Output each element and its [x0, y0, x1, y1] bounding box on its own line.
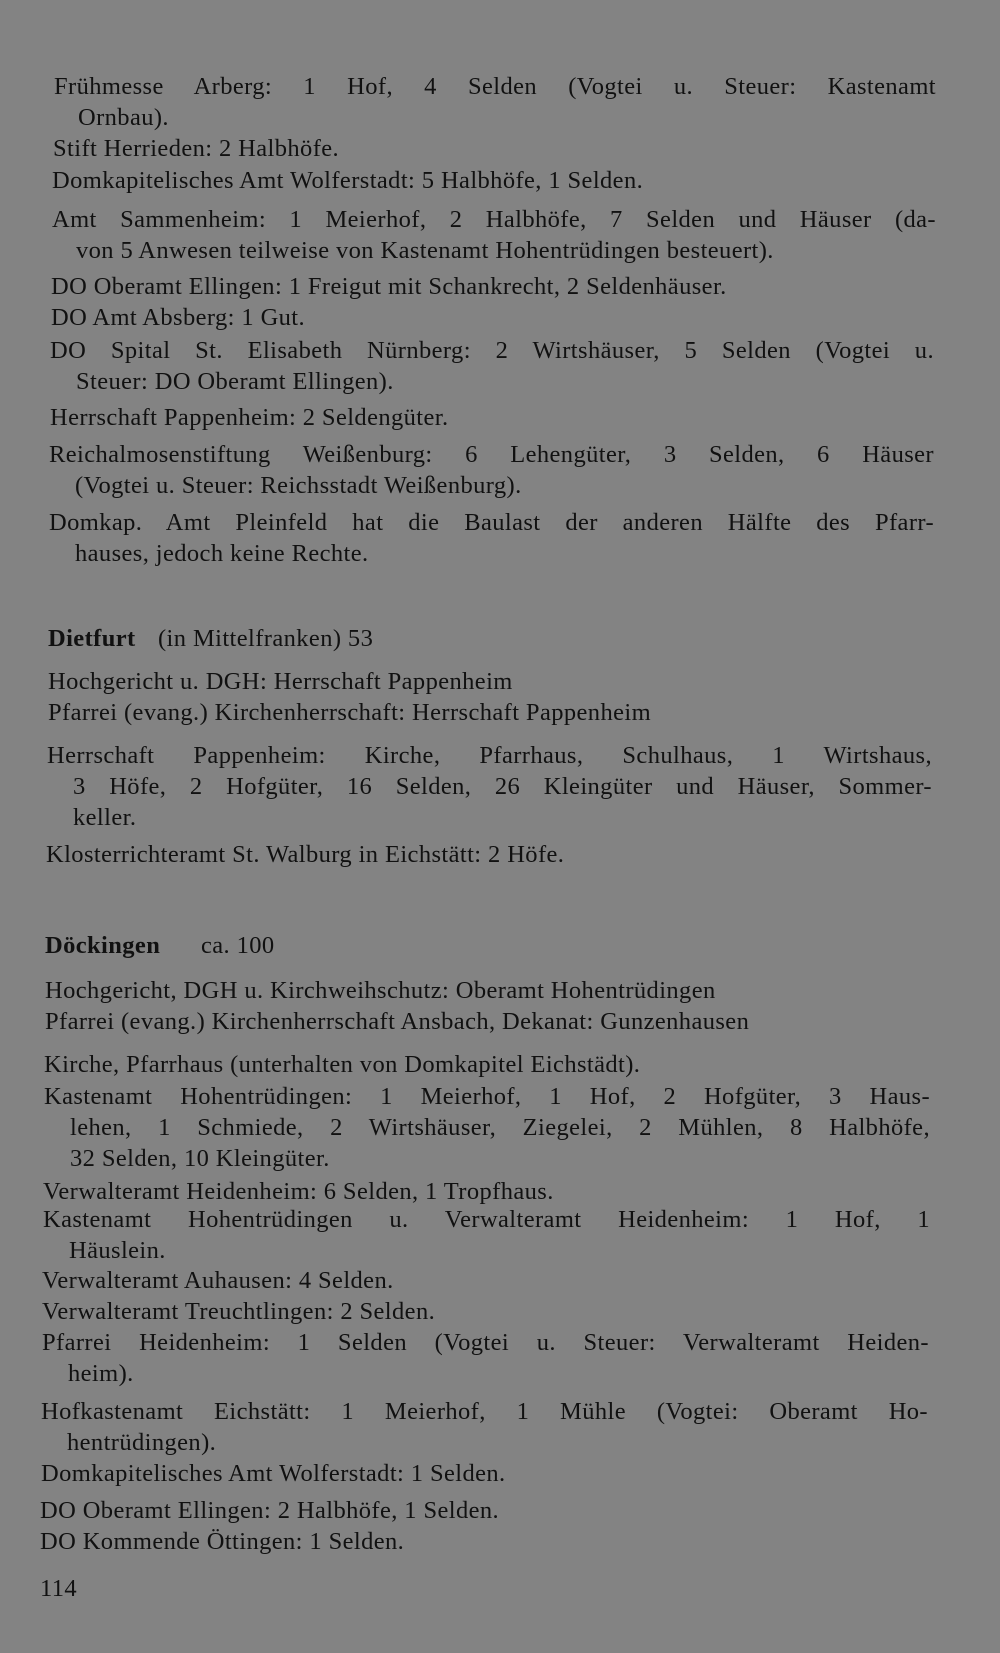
text-line: Domkap. Amt Pleinfeld hat die Baulast der anderen Hälfte des Pfarr-: [49, 509, 934, 536]
entry-heading-info: (in Mittelfranken) 53: [158, 625, 374, 652]
text-line: hauses, jedoch keine Rechte.: [75, 540, 369, 567]
text-line: Steuer: DO Oberamt Ellingen).: [76, 368, 394, 395]
text-line: hentrüdingen).: [67, 1429, 217, 1456]
text-line: DO Spital St. Elisabeth Nürnberg: 2 Wirtshäuser, 5 Selden (Vogtei u.: [50, 337, 934, 364]
text-line: Häuslein.: [69, 1237, 166, 1264]
text-line: DO Oberamt Ellingen: 1 Freigut mit Schankrecht, 2 Seldenhäuser.: [51, 273, 727, 300]
text-line: Amt Sammenheim: 1 Meierhof, 2 Halbhöfe, 7 Selden und Häuser (da-: [52, 206, 936, 233]
text-line: Kirche, Pfarrhaus (unterhalten von Domkapitel Eichstädt).: [44, 1051, 641, 1078]
text-line: Hochgericht u. DGH: Herrschaft Pappenheim: [48, 668, 513, 695]
text-line: DO Amt Absberg: 1 Gut.: [51, 304, 306, 331]
text-line: Reichalmosenstiftung Weißenburg: 6 Lehengüter, 3 Selden, 6 Häuser: [49, 441, 934, 468]
text-line: heim).: [68, 1360, 134, 1387]
text-line: Domkapitelisches Amt Wolferstadt: 1 Selden.: [41, 1460, 506, 1487]
text-line: Frühmesse Arberg: 1 Hof, 4 Selden (Vogtei u. Steuer: Kastenamt: [54, 73, 936, 100]
text-line: Verwalteramt Heidenheim: 6 Selden, 1 Tropfhaus.: [43, 1178, 554, 1205]
text-line: Pfarrei Heidenheim: 1 Selden (Vogtei u. Steuer: Verwalteramt Heiden-: [42, 1329, 929, 1356]
text-line: 32 Selden, 10 Kleingüter.: [70, 1145, 330, 1172]
page-number: 114: [40, 1575, 78, 1602]
text-line: Domkapitelisches Amt Wolferstadt: 5 Halbhöfe, 1 Selden.: [52, 167, 644, 194]
text-line: Klosterrichteramt St. Walburg in Eichstätt: 2 Höfe.: [46, 841, 565, 868]
text-line: Kastenamt Hohentrüdingen u. Verwalteramt Heidenheim: 1 Hof, 1: [43, 1206, 930, 1233]
text-line: Herrschaft Pappenheim: 2 Seldengüter.: [50, 404, 449, 431]
entry-heading: Dietfurt: [48, 625, 136, 652]
text-line: Verwalteramt Treuchtlingen: 2 Selden.: [42, 1298, 436, 1325]
text-line: Hochgericht, DGH u. Kirchweihschutz: Oberamt Hohentrüdingen: [45, 977, 716, 1004]
text-line: Kastenamt Hohentrüdingen: 1 Meierhof, 1 Hof, 2 Hofgüter, 3 Haus-: [44, 1083, 930, 1110]
text-line: Herrschaft Pappenheim: Kirche, Pfarrhaus, Schulhaus, 1 Wirtshaus,: [47, 742, 932, 769]
entry-heading-info: ca. 100: [201, 932, 275, 959]
text-line: Hofkastenamt Eichstätt: 1 Meierhof, 1 Mühle (Vogtei: Oberamt Ho-: [41, 1398, 928, 1425]
text-line: lehen, 1 Schmiede, 2 Wirtshäuser, Ziegelei, 2 Mühlen, 8 Halbhöfe,: [70, 1114, 930, 1141]
text-line: (Vogtei u. Steuer: Reichsstadt Weißenburg).: [75, 472, 522, 499]
text-line: keller.: [73, 804, 137, 831]
entry-heading: Döckingen: [45, 932, 161, 959]
text-line: Verwalteramt Auhausen: 4 Selden.: [42, 1267, 394, 1294]
text-line: DO Oberamt Ellingen: 2 Halbhöfe, 1 Selden.: [40, 1497, 500, 1524]
text-line: Stift Herrieden: 2 Halbhöfe.: [53, 135, 340, 162]
text-line: 3 Höfe, 2 Hofgüter, 16 Selden, 26 Kleingüter und Häuser, Sommer-: [73, 773, 932, 800]
text-line: Pfarrei (evang.) Kirchenherrschaft Ansbach, Dekanat: Gunzenhausen: [45, 1008, 750, 1035]
text-line: Ornbau).: [78, 104, 169, 131]
text-line: Pfarrei (evang.) Kirchenherrschaft: Herrschaft Pappenheim: [48, 699, 652, 726]
text-line: DO Kommende Öttingen: 1 Selden.: [40, 1528, 405, 1555]
text-line: von 5 Anwesen teilweise von Kastenamt Hohentrüdingen besteuert).: [76, 237, 774, 264]
